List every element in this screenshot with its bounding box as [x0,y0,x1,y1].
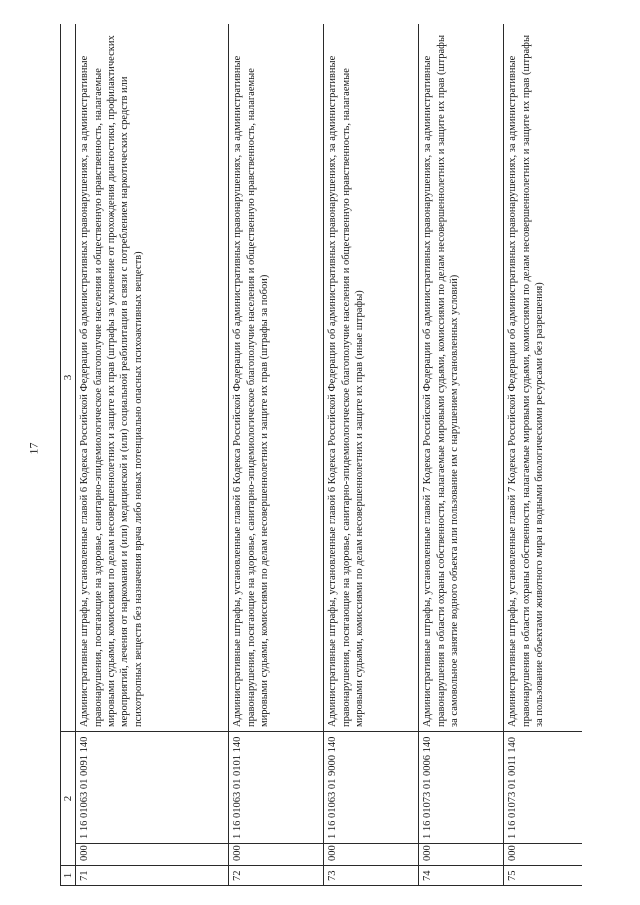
table-row [229,24,324,886]
rotated-table [60,24,582,886]
header-col-1: 1 [61,866,76,886]
row-number: 73 [324,866,419,886]
budget-code: 1 16 01063 01 0101 140 [229,732,324,844]
budget-code: 1 16 01063 01 0091 140 [76,732,229,844]
row-description: Административные штрафы, установленные главой 7 Кодекса Российской Федерации об административных правонарушениях, за административные правонарушения в области охраны собственности, налагаемые мировыми судьями, комиссиями по делам несовершеннолетних и защите их прав (штрафы за пользование объектами животного мира и водными биологическими ресурсами без разрешения) [504,24,582,732]
page-number: 17 [26,442,41,455]
admin-code: 000 [229,844,324,866]
budget-code: 1 16 01073 01 0011 140 [504,732,582,844]
row-description: Административные штрафы, установленные главой 7 Кодекса Российской Федерации об административных правонарушениях, за административные правонарушения в области охраны собственности, налагаемые мировыми судьями, комиссиями по делам несовершеннолетних и защите их прав (штрафы за самовольное занятие водного объекта или пользование им с нарушением установленных условий) [419,24,504,732]
row-description: Административные штрафы, установленные главой 6 Кодекса Российской Федерации об административных правонарушениях, за административные правонарушения, посягающие на здоровье, санитарно-эпидемиологическое благополучие населения и общественную нравственность, налагаемые мировыми судьями, комиссиями по делам несовершеннолетних и защите их прав (иные штрафы) [324,24,419,732]
row-description: Административные штрафы, установленные главой 6 Кодекса Российской Федерации об административных правонарушениях, за административные правонарушения, посягающие на здоровье, санитарно-эпидемиологическое благополучие населения и общественную нравственность, налагаемые мировыми судьями, комиссиями по делам несовершеннолетних и защите их прав (штрафы за уклонение от прохождения диагностики, профилактических мероприятий, лечения от наркомании и (или) медицинской и (или) социальной реабилитации в связи с потреблением наркотических средств или психотропных веществ без назначения врача либо новых потенциально опасных психоактивных веществ) [76,24,229,732]
row-number: 75 [504,866,582,886]
budget-codes-table [60,24,582,886]
header-col-3: 3 [61,24,76,732]
row-description: Административные штрафы, установленные главой 6 Кодекса Российской Федерации об административных правонарушениях, за административные правонарушения, посягающие на здоровье, санитарно-эпидемиологическое благополучие населения и общественную нравственность, налагаемые мировыми судьями, комиссиями по делам несовершеннолетних и защите их прав (штрафы за побои) [229,24,324,732]
admin-code: 000 [76,844,229,866]
row-number: 71 [76,866,229,886]
row-number: 74 [419,866,504,886]
budget-code: 1 16 01063 01 9000 140 [324,732,419,844]
admin-code: 000 [419,844,504,866]
budget-code: 1 16 01073 01 0006 140 [419,732,504,844]
document-table-container [60,24,582,886]
table-header-row [61,24,76,886]
admin-code: 000 [324,844,419,866]
header-col-2: 2 [61,732,76,866]
admin-code: 000 [504,844,582,866]
table-row [504,24,582,886]
table-row [76,24,229,886]
row-number: 72 [229,866,324,886]
table-row [419,24,504,886]
table-row [324,24,419,886]
